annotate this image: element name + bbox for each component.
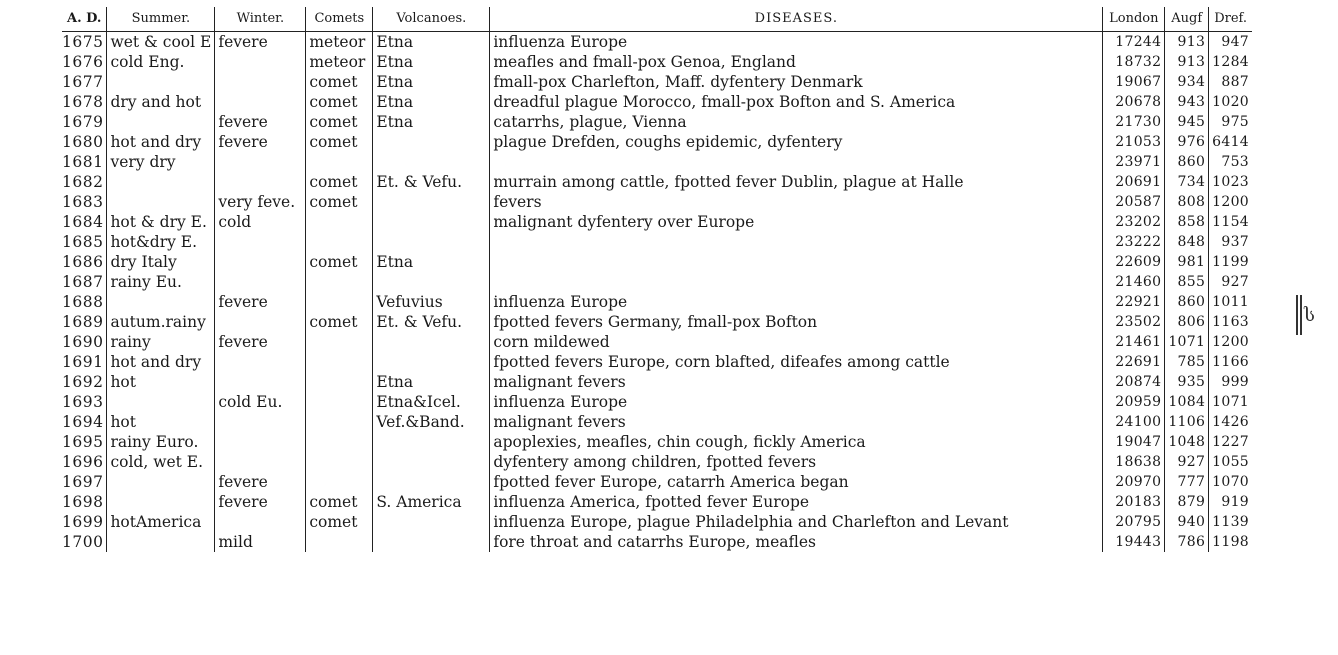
london-cell: 23502 — [1103, 312, 1165, 332]
dresden-cell: 975 — [1209, 112, 1252, 132]
london-cell: 21461 — [1103, 332, 1165, 352]
header-dresden: Dref. — [1209, 7, 1252, 32]
diseases-cell: corn mildewed — [490, 332, 1103, 352]
year-cell: 1697 — [62, 473, 104, 491]
year-cell: 1685 — [62, 233, 104, 251]
augsburg-cell: 1106 — [1165, 412, 1209, 432]
volcanoes-cell: S. America — [373, 492, 490, 512]
diseases-cell: influenza Europe — [490, 292, 1103, 312]
year-cell: 1698 — [62, 493, 104, 511]
summer-cell: cold Eng. — [107, 52, 215, 72]
winter-cell — [215, 312, 306, 332]
diseases-cell: dyfentery among children, fpotted fevers — [490, 452, 1103, 472]
augsburg-cell: 808 — [1165, 192, 1209, 212]
augsburg-cell: 940 — [1165, 512, 1209, 532]
london-cell: 20587 — [1103, 192, 1165, 212]
year-cell: 1675 — [62, 33, 104, 51]
summer-cell: autum.rainy — [107, 312, 215, 332]
year-cell: 1695 — [62, 433, 104, 451]
winter-cell — [215, 412, 306, 432]
comets-cell: meteor — [306, 52, 373, 72]
diseases-cell: meafles and fmall-pox Genoa, England — [490, 52, 1103, 72]
augsburg-cell: 879 — [1165, 492, 1209, 512]
diseases-cell: malignant fevers — [490, 372, 1103, 392]
table-row — [62, 352, 1252, 372]
header-comets: Comets — [306, 7, 373, 32]
volcanoes-cell — [373, 272, 490, 292]
year-cell: 1682 — [62, 173, 104, 191]
comets-cell: comet — [306, 252, 373, 272]
table-header — [62, 7, 1252, 32]
winter-cell: fevere — [215, 112, 306, 132]
augsburg-cell: 785 — [1165, 352, 1209, 372]
volcanoes-cell — [373, 532, 490, 552]
summer-cell: wet & cool E — [107, 32, 215, 53]
summer-cell — [107, 192, 215, 212]
london-cell: 20183 — [1103, 492, 1165, 512]
london-cell: 19047 — [1103, 432, 1165, 452]
year-cell: 1678 — [62, 93, 104, 111]
year-cell: 1693 — [62, 393, 104, 411]
dresden-cell: 1426 — [1209, 412, 1252, 432]
comets-cell — [306, 472, 373, 492]
year-cell: 1680 — [62, 133, 104, 151]
table-row — [62, 492, 1252, 512]
volcanoes-cell — [373, 472, 490, 492]
diseases-cell: fpotted fevers Europe, corn blafted, difeafes among cattle — [490, 352, 1103, 372]
year-cell: 1687 — [62, 273, 104, 291]
diseases-cell: apoplexies, meafles, chin cough, fickly America — [490, 432, 1103, 452]
augsburg-cell: 927 — [1165, 452, 1209, 472]
london-cell: 23202 — [1103, 212, 1165, 232]
header-london: London — [1103, 7, 1165, 32]
augsburg-cell: 860 — [1165, 152, 1209, 172]
volcanoes-cell: Etna — [373, 252, 490, 272]
comets-cell — [306, 212, 373, 232]
summer-cell: rainy Euro. — [107, 432, 215, 452]
comets-cell — [306, 232, 373, 252]
london-cell: 20678 — [1103, 92, 1165, 112]
comets-cell: comet — [306, 192, 373, 212]
winter-cell — [215, 512, 306, 532]
volcanoes-cell — [373, 332, 490, 352]
dresden-cell: 919 — [1209, 492, 1252, 512]
augsburg-cell: 1071 — [1165, 332, 1209, 352]
year-cell: 1688 — [62, 293, 104, 311]
winter-cell: fevere — [215, 492, 306, 512]
winter-cell: cold — [215, 212, 306, 232]
summer-cell: hot and dry — [107, 352, 215, 372]
diseases-cell: influenza America, fpotted fever Europe — [490, 492, 1103, 512]
dresden-cell: 1011 — [1209, 292, 1252, 312]
dresden-cell: 937 — [1209, 232, 1252, 252]
volcanoes-cell: Etna — [373, 72, 490, 92]
header-augsburg: Augf — [1165, 7, 1209, 32]
london-cell: 20959 — [1103, 392, 1165, 412]
dresden-cell: 1200 — [1209, 332, 1252, 352]
table-body — [62, 32, 1252, 553]
summer-cell: hot — [107, 372, 215, 392]
volcanoes-cell — [373, 152, 490, 172]
augsburg-cell: 913 — [1165, 52, 1209, 72]
comets-cell: comet — [306, 92, 373, 112]
augsburg-cell: 981 — [1165, 252, 1209, 272]
table-row — [62, 392, 1252, 412]
volcanoes-cell: Etna — [373, 52, 490, 72]
comets-cell — [306, 352, 373, 372]
winter-cell: fevere — [215, 472, 306, 492]
comets-cell — [306, 332, 373, 352]
table-row — [62, 92, 1252, 112]
comets-cell: comet — [306, 112, 373, 132]
augsburg-cell: 848 — [1165, 232, 1209, 252]
winter-cell — [215, 452, 306, 472]
year-cell: 1683 — [62, 193, 104, 211]
comets-cell: comet — [306, 172, 373, 192]
summer-cell: rainy Eu. — [107, 272, 215, 292]
dresden-cell: 1166 — [1209, 352, 1252, 372]
header-year: A. D. — [62, 7, 107, 32]
dresden-cell: 927 — [1209, 272, 1252, 292]
dresden-cell: 1023 — [1209, 172, 1252, 192]
augsburg-cell: 858 — [1165, 212, 1209, 232]
augsburg-cell: 943 — [1165, 92, 1209, 112]
london-cell: 23222 — [1103, 232, 1165, 252]
dresden-cell: 999 — [1209, 372, 1252, 392]
winter-cell — [215, 272, 306, 292]
summer-cell: cold, wet E. — [107, 452, 215, 472]
volcanoes-cell: Etna — [373, 112, 490, 132]
augsburg-cell: 860 — [1165, 292, 1209, 312]
dresden-cell: 1071 — [1209, 392, 1252, 412]
table-row — [62, 532, 1252, 552]
diseases-cell: plague Drefden, coughs epidemic, dyfentery — [490, 132, 1103, 152]
dresden-cell: 1227 — [1209, 432, 1252, 452]
year-cell: 1699 — [62, 513, 104, 531]
dresden-cell: 1055 — [1209, 452, 1252, 472]
table-row — [62, 152, 1252, 172]
comets-cell — [306, 372, 373, 392]
table-row — [62, 232, 1252, 252]
winter-cell — [215, 152, 306, 172]
volcanoes-cell: Etna&Icel. — [373, 392, 490, 412]
winter-cell — [215, 52, 306, 72]
london-cell: 20795 — [1103, 512, 1165, 532]
table-row — [62, 452, 1252, 472]
chronology-table — [62, 7, 1252, 552]
dresden-cell: 6414 — [1209, 132, 1252, 152]
year-cell: 1690 — [62, 333, 104, 351]
dresden-cell: 1200 — [1209, 192, 1252, 212]
diseases-cell: fmall-pox Charlefton, Maff. dyfentery Denmark — [490, 72, 1103, 92]
augsburg-cell: 786 — [1165, 532, 1209, 552]
table-row — [62, 472, 1252, 492]
augsburg-cell: 855 — [1165, 272, 1209, 292]
winter-cell: fevere — [215, 292, 306, 312]
diseases-cell: influenza Europe — [490, 392, 1103, 412]
volcanoes-cell: Etna — [373, 372, 490, 392]
augsburg-cell: 734 — [1165, 172, 1209, 192]
dresden-cell: 1070 — [1209, 472, 1252, 492]
table-row — [62, 52, 1252, 72]
diseases-cell: influenza Europe, plague Philadelphia and Charlefton and Levant — [490, 512, 1103, 532]
winter-cell — [215, 92, 306, 112]
header-diseases: DISEASES. — [490, 7, 1103, 32]
summer-cell: hotAmerica — [107, 512, 215, 532]
diseases-cell: malignant dyfentery over Europe — [490, 212, 1103, 232]
year-cell: 1677 — [62, 73, 104, 91]
summer-cell — [107, 112, 215, 132]
comets-cell — [306, 152, 373, 172]
summer-cell: hot&dry E. — [107, 232, 215, 252]
augsburg-cell: 934 — [1165, 72, 1209, 92]
table-row — [62, 292, 1252, 312]
comets-cell — [306, 292, 373, 312]
winter-cell — [215, 232, 306, 252]
london-cell: 20691 — [1103, 172, 1165, 192]
table-row — [62, 432, 1252, 452]
table-row — [62, 112, 1252, 132]
dresden-cell: 1284 — [1209, 52, 1252, 72]
comets-cell — [306, 532, 373, 552]
summer-cell: dry and hot — [107, 92, 215, 112]
london-cell: 20874 — [1103, 372, 1165, 392]
comets-cell — [306, 432, 373, 452]
year-cell: 1679 — [62, 113, 104, 131]
dresden-cell: 947 — [1209, 32, 1252, 53]
winter-cell — [215, 252, 306, 272]
augsburg-cell: 777 — [1165, 472, 1209, 492]
table-row — [62, 192, 1252, 212]
table-row — [62, 212, 1252, 232]
header-volcanoes: Volcanoes. — [373, 7, 490, 32]
dresden-cell: 1198 — [1209, 532, 1252, 552]
year-cell: 1696 — [62, 453, 104, 471]
summer-cell — [107, 72, 215, 92]
diseases-cell: fpotted fever Europe, catarrh America began — [490, 472, 1103, 492]
table-row — [62, 172, 1252, 192]
winter-cell — [215, 372, 306, 392]
london-cell: 22609 — [1103, 252, 1165, 272]
table-row — [62, 252, 1252, 272]
london-cell: 19067 — [1103, 72, 1165, 92]
diseases-cell: dreadful plague Morocco, fmall-pox Bofton and S. America — [490, 92, 1103, 112]
augsburg-cell: 806 — [1165, 312, 1209, 332]
year-cell: 1694 — [62, 413, 104, 431]
dresden-cell: 1163 — [1209, 312, 1252, 332]
volcanoes-cell: Vefuvius — [373, 292, 490, 312]
diseases-cell: fpotted fevers Germany, fmall-pox Bofton — [490, 312, 1103, 332]
diseases-cell: fore throat and catarrhs Europe, meafles — [490, 532, 1103, 552]
table-row — [62, 372, 1252, 392]
dresden-cell: 1139 — [1209, 512, 1252, 532]
augsburg-cell: 935 — [1165, 372, 1209, 392]
comets-cell: meteor — [306, 32, 373, 53]
winter-cell: mild — [215, 532, 306, 552]
diseases-cell — [490, 232, 1103, 252]
table-row — [62, 312, 1252, 332]
augsburg-cell: 976 — [1165, 132, 1209, 152]
augsburg-cell: 945 — [1165, 112, 1209, 132]
augsburg-cell: 913 — [1165, 32, 1209, 53]
comets-cell — [306, 452, 373, 472]
diseases-cell: catarrhs, plague, Vienna — [490, 112, 1103, 132]
augsburg-cell: 1048 — [1165, 432, 1209, 452]
summer-cell: hot and dry — [107, 132, 215, 152]
comets-cell: comet — [306, 312, 373, 332]
year-cell: 1686 — [62, 253, 104, 271]
diseases-cell — [490, 152, 1103, 172]
london-cell: 20970 — [1103, 472, 1165, 492]
diseases-cell: murrain among cattle, fpotted fever Dublin, plague at Halle — [490, 172, 1103, 192]
volcanoes-cell: Et. & Vefu. — [373, 172, 490, 192]
comets-cell: comet — [306, 72, 373, 92]
volcanoes-cell — [373, 212, 490, 232]
diseases-cell — [490, 272, 1103, 292]
table-row — [62, 512, 1252, 532]
dresden-cell: 753 — [1209, 152, 1252, 172]
london-cell: 22691 — [1103, 352, 1165, 372]
table-row — [62, 272, 1252, 292]
summer-cell — [107, 172, 215, 192]
london-cell: 23971 — [1103, 152, 1165, 172]
diseases-cell: fevers — [490, 192, 1103, 212]
london-cell: 17244 — [1103, 32, 1165, 53]
summer-cell — [107, 472, 215, 492]
summer-cell: dry Italy — [107, 252, 215, 272]
table-row — [62, 412, 1252, 432]
year-cell: 1676 — [62, 53, 104, 71]
winter-cell: fevere — [215, 32, 306, 53]
comets-cell: comet — [306, 132, 373, 152]
comets-cell — [306, 272, 373, 292]
volcanoes-cell — [373, 512, 490, 532]
dresden-cell: 1020 — [1209, 92, 1252, 112]
winter-cell: very feve. — [215, 192, 306, 212]
winter-cell — [215, 72, 306, 92]
year-cell: 1684 — [62, 213, 104, 231]
london-cell: 22921 — [1103, 292, 1165, 312]
table-row — [62, 32, 1252, 53]
summer-cell: rainy — [107, 332, 215, 352]
margin-mark: ს — [1304, 295, 1326, 335]
london-cell: 21730 — [1103, 112, 1165, 132]
summer-cell: very dry — [107, 152, 215, 172]
winter-cell: cold Eu. — [215, 392, 306, 412]
volcanoes-cell — [373, 352, 490, 372]
summer-cell — [107, 532, 215, 552]
table-row — [62, 132, 1252, 152]
winter-cell — [215, 172, 306, 192]
dresden-cell: 1199 — [1209, 252, 1252, 272]
summer-cell — [107, 492, 215, 512]
year-cell: 1692 — [62, 373, 104, 391]
summer-cell — [107, 392, 215, 412]
summer-cell: hot — [107, 412, 215, 432]
comets-cell: comet — [306, 512, 373, 532]
header-winter: Winter. — [215, 7, 306, 32]
table-row — [62, 72, 1252, 92]
year-cell: 1681 — [62, 153, 104, 171]
volcanoes-cell: Vef.&Band. — [373, 412, 490, 432]
year-cell: 1700 — [62, 533, 104, 551]
volcanoes-cell: Etna — [373, 32, 490, 53]
winter-cell — [215, 432, 306, 452]
summer-cell: hot & dry E. — [107, 212, 215, 232]
winter-cell: fevere — [215, 332, 306, 352]
winter-cell: fevere — [215, 132, 306, 152]
summer-cell — [107, 292, 215, 312]
augsburg-cell: 1084 — [1165, 392, 1209, 412]
diseases-cell — [490, 252, 1103, 272]
volcanoes-cell: Etna — [373, 92, 490, 112]
london-cell: 24100 — [1103, 412, 1165, 432]
year-cell: 1689 — [62, 313, 104, 331]
comets-cell: comet — [306, 492, 373, 512]
london-cell: 18732 — [1103, 52, 1165, 72]
london-cell: 21460 — [1103, 272, 1165, 292]
volcanoes-cell — [373, 432, 490, 452]
comets-cell — [306, 392, 373, 412]
winter-cell — [215, 352, 306, 372]
volcanoes-cell — [373, 192, 490, 212]
dresden-cell: 1154 — [1209, 212, 1252, 232]
volcanoes-cell — [373, 132, 490, 152]
london-cell: 21053 — [1103, 132, 1165, 152]
year-cell: 1691 — [62, 353, 104, 371]
london-cell: 18638 — [1103, 452, 1165, 472]
diseases-cell: malignant fevers — [490, 412, 1103, 432]
volcanoes-cell — [373, 452, 490, 472]
london-cell: 19443 — [1103, 532, 1165, 552]
volcanoes-cell — [373, 232, 490, 252]
header-summer: Summer. — [107, 7, 215, 32]
table-row — [62, 332, 1252, 352]
dresden-cell: 887 — [1209, 72, 1252, 92]
comets-cell — [306, 412, 373, 432]
diseases-cell: influenza Europe — [490, 32, 1103, 53]
volcanoes-cell: Et. & Vefu. — [373, 312, 490, 332]
